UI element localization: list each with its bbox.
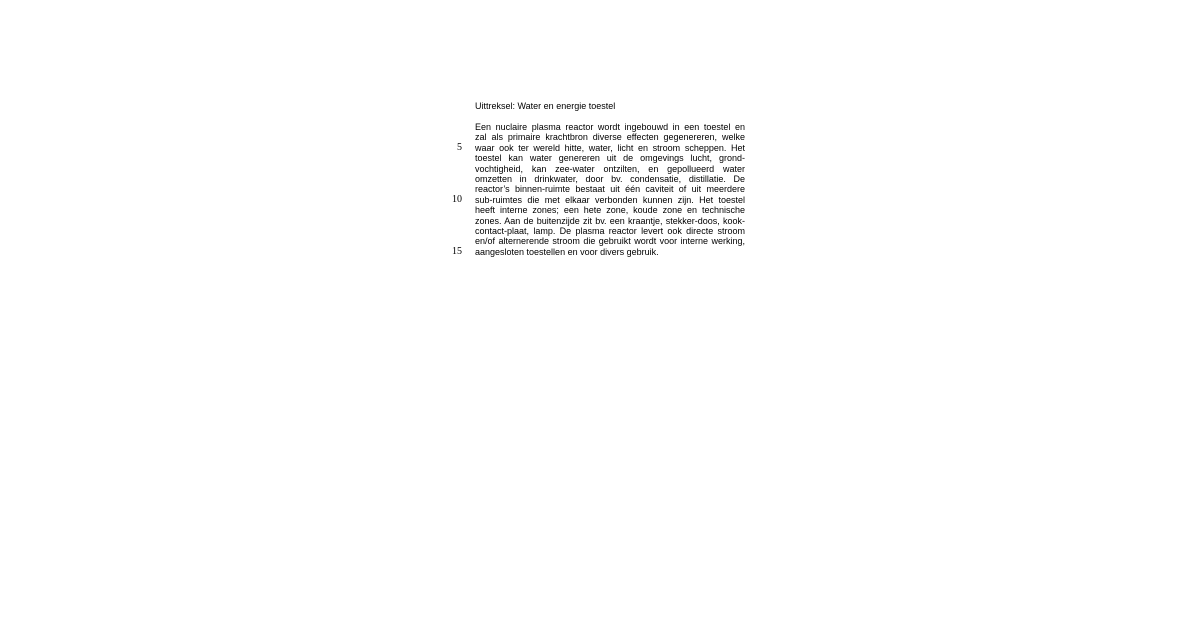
text-line: en/of alternerende stroom die gebruikt wordt voor interne werking, <box>475 236 745 247</box>
text-line: reactor’s binnen-ruimte bestaat uit één caviteit of uit meerdere <box>475 184 745 195</box>
text-line: sub-ruimtes die met elkaar verbonden kunnen zijn. Het toestel <box>475 194 745 205</box>
line-number: 10 <box>452 194 462 205</box>
text-line: vochtigheid, kan zee-water ontzilten, en gepollueerd water <box>475 163 745 174</box>
text-line: zones. Aan de buitenzijde zit bv. een kraantje, stekker-doos, kook- <box>475 215 745 226</box>
text-line: Een nuclaire plasma reactor wordt ingebouwd in een toestel en <box>475 122 745 132</box>
text-line: waar ook ter wereld hitte, water, licht en stroom scheppen. Het <box>475 142 745 153</box>
text-line: toestel kan water genereren uit de omgevings lucht, grond- <box>475 153 745 164</box>
line-number: 15 <box>452 246 462 257</box>
text-line: aangesloten toestellen en voor divers gebruik. <box>475 246 659 257</box>
text-line: zal als primaire krachtbron diverse effecten gegenereren, welke <box>475 132 745 143</box>
document-title: Uittreksel: Water en energie toestel <box>475 101 616 111</box>
text-line: heeft interne zones; een hete zone, koude zone en technische <box>475 205 745 216</box>
document-body <box>475 122 745 257</box>
line-number: 5 <box>457 142 462 153</box>
text-line: contact-plaat, lamp. De plasma reactor levert ook directe stroom <box>475 225 745 236</box>
text-line: omzetten in drinkwater, door bv. condensatie, distillatie. De <box>475 173 745 184</box>
